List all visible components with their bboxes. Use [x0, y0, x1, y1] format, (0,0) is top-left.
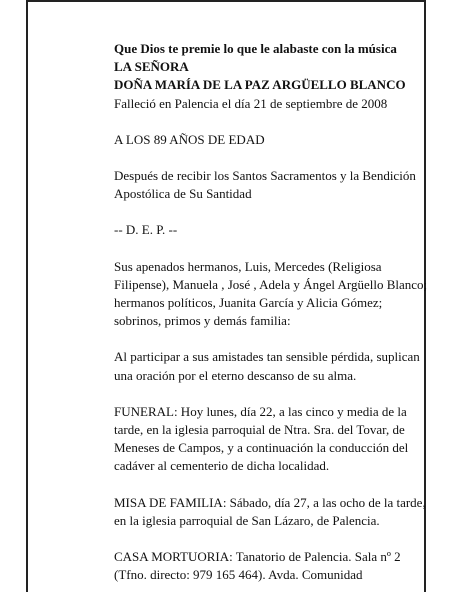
mourners-paragraph: Sus apenados hermanos, Luis, Mercedes (Religiosa Filipense), Manuela , José , Adela y Ángel Argüello Blanco; hermanos políticos, Juanita García y Alicia Gómez; sobrinos, primos y demás familia: [114, 258, 428, 329]
death-line: Falleció en Palencia el día 21 de septiembre de 2008 [114, 95, 388, 111]
mortuary-paragraph: CASA MORTUORIA: Tanatorio de Palencia. Sala nº 2 (Tfno. directo: 979 165 464). Avda. Comunidad [114, 549, 401, 583]
deceased-name: DOÑA MARÍA DE LA PAZ ARGÜELLO BLANCO [114, 77, 406, 93]
family-mass-paragraph: MISA DE FAMILIA: Sábado, día 27, a las ocho de la tarde, en la iglesia parroquial de San Lázaro, de Palencia. [114, 494, 426, 528]
age-line: A LOS 89 AÑOS DE EDAD [114, 131, 265, 147]
rip-line: -- D. E. P. -- [114, 222, 178, 238]
obituary-notice [114, 40, 430, 584]
funeral-paragraph: FUNERAL: Hoy lunes, día 22, a las cinco y media de la tarde, en la iglesia parroquial de Ntra. Sra. del Tovar, de Meneses de Campos, y a continuación la conducción del cadáver al cementerio de dicha localidad. [114, 403, 409, 474]
sacraments-paragraph: Después de recibir los Santos Sacramentos y la Bendición Apostólica de Su Santidad [114, 168, 416, 202]
intro-line: Que Dios te premie lo que le alabaste con la música [114, 41, 397, 56]
request-paragraph: Al participar a sus amistades tan sensible pérdida, suplican una oración por el eterno descanso de su alma. [114, 349, 420, 383]
title-line: LA SEÑORA [114, 59, 189, 75]
